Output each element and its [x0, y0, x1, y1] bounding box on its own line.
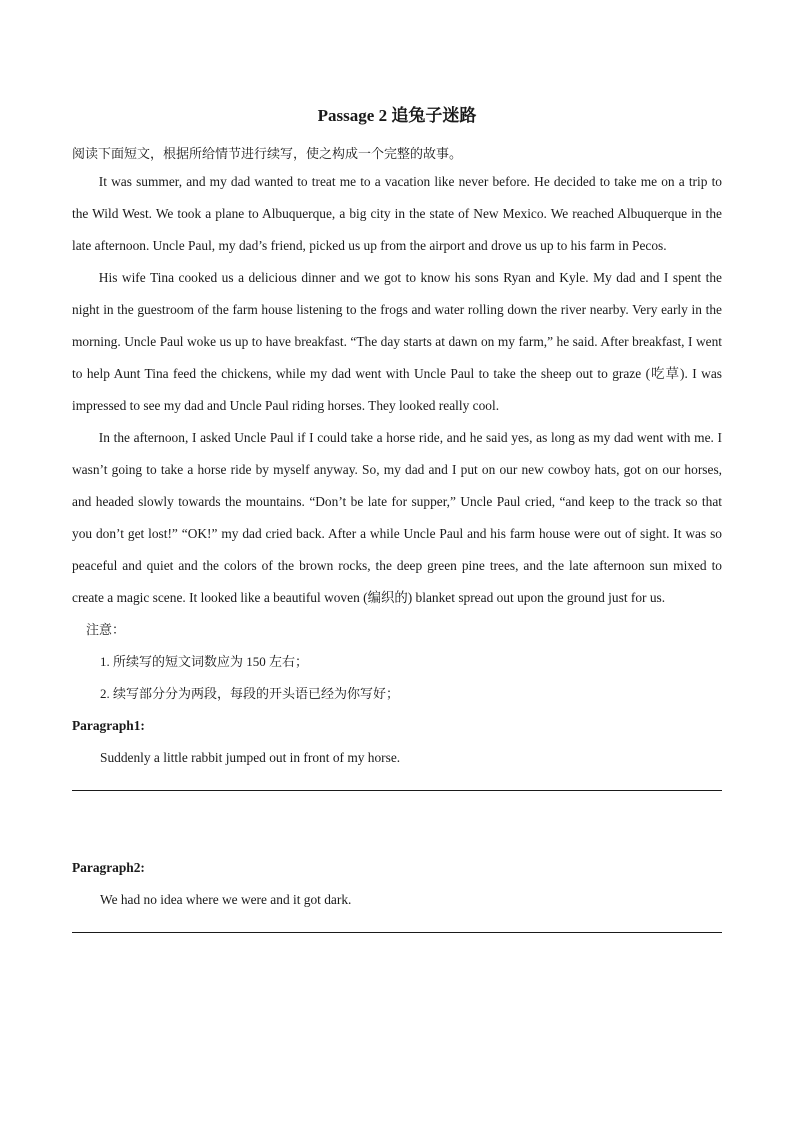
paragraph2-answer-line[interactable]: [72, 932, 722, 933]
note-item-1: 1. 所续写的短文词数应为 150 左右；: [100, 654, 309, 669]
task-instruction: 阅读下面短文，根据所给情节进行续写，使之构成一个完整的故事。: [72, 146, 463, 161]
note-item-2: 2. 续写部分分为两段，每段的开头语已经为你写好；: [100, 686, 400, 701]
story-paragraph-1: It was summer, and my dad wanted to treat me to a vacation like never before. He decided to take me on a trip to the Wild West. We took a plane to Albuquerque, a big city in the state of New Mexico. We reached Albuquerque in the late afternoon. Uncle Paul, my dad’s friend, picked us up from the airport and drove us up to his farm in Pecos.: [72, 174, 722, 253]
notes-heading: 注意：: [86, 622, 126, 637]
paragraph2-heading: Paragraph2:: [72, 860, 145, 875]
story-paragraph-2: His wife Tina cooked us a delicious dinner and we got to know his sons Ryan and Kyle. My dad and I spent the night in the guestroom of the farm house listening to the frogs and water rolling down the river nearby. Very early in the morning. Uncle Paul woke us up to have breakfast. “The day starts at dawn on my farm,” he said. After breakfast, I went to help Aunt Tina feed the chickens, while my dad went with Uncle Paul to take the sheep out to graze (吃草). I was impressed to see my dad and Uncle Paul riding horses. They looked really cool.: [72, 270, 722, 413]
story-paragraph-3: In the afternoon, I asked Uncle Paul if I could take a horse ride, and he said yes, as long as my dad went with me. I wasn’t going to take a horse ride by myself anyway. So, my dad and I put on our new cowboy hats, got on our horses, and headed slowly towards the mountains. “Don’t be late for supper,” Uncle Paul cried, “and keep to the track so that you don’t get lost!” “OK!” my dad cried back. After a while Uncle Paul and his farm house were out of sight. It was so peaceful and quiet and the colors of the brown rocks, the deep green pine trees, and the late afternoon sun mixed to create a magic scene. It looked like a beautiful woven (编织的) blanket spread out upon the ground just for us.: [72, 430, 722, 605]
document-page: [72, 100, 722, 933]
paragraph1-prompt: Suddenly a little rabbit jumped out in front of my horse.: [100, 750, 401, 765]
page-title: Passage 2 追兔子迷路: [317, 106, 477, 125]
paragraph2-prompt: We had no idea where we were and it got dark.: [100, 892, 352, 907]
paragraph1-heading: Paragraph1:: [72, 718, 145, 733]
